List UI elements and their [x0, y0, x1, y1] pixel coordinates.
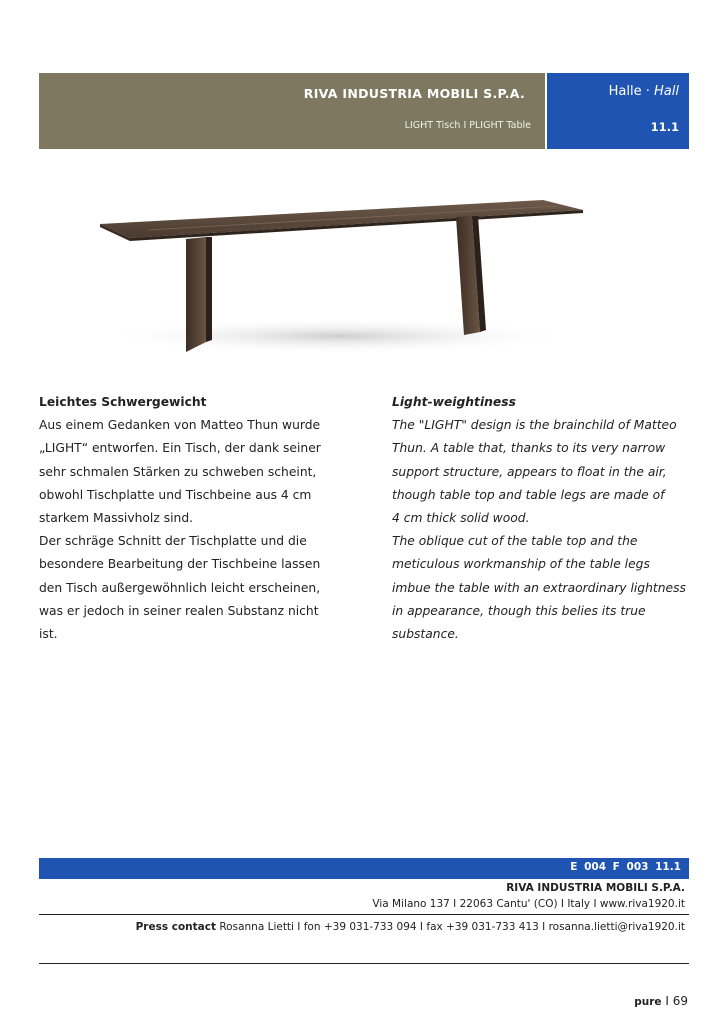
page-number-footer — [634, 994, 688, 1008]
english-line: The oblique cut of the table top and the — [392, 534, 638, 549]
header-subtitle: LIGHT Tisch I PLIGHT Table — [404, 120, 531, 131]
german-heading: Leichtes Schwergewicht — [39, 395, 207, 409]
header-hall-panel — [547, 73, 689, 149]
german-line: den Tisch außergewöhnlich leicht erscheinen, — [39, 580, 321, 595]
hall-label-de: Halle · — [608, 84, 655, 99]
press-contact-label: Press contact — [135, 921, 217, 933]
header-company: RIVA INDUSTRIA MOBILI S.P.A. — [303, 86, 525, 101]
press-contact — [136, 921, 685, 933]
footer-code-bar — [39, 858, 689, 879]
english-line: in appearance, though this belies its true — [392, 603, 646, 618]
english-line: 4 cm thick solid wood. — [392, 511, 530, 526]
english-line: though table top and table legs are made of — [392, 487, 665, 502]
page-number: 69 — [672, 994, 688, 1008]
german-line: was er jedoch in seiner realen Substanz nicht — [39, 603, 319, 618]
table-product-image — [88, 186, 588, 356]
hall-label — [609, 84, 679, 99]
german-description — [39, 391, 359, 646]
footer-codes: E 004 F 003 11.1 — [570, 861, 681, 873]
german-line: besondere Bearbeitung der Tischbeine lassen — [39, 557, 321, 572]
german-line: starkem Massivholz sind. — [39, 511, 194, 526]
german-line: sehr schmalen Stärken zu schweben scheint, — [39, 464, 317, 479]
german-line: „LIGHT“ entworfen. Ein Tisch, der dank seiner — [39, 441, 321, 456]
header-band — [39, 73, 689, 149]
english-line: meticulous workmanship of the table legs — [392, 557, 650, 572]
hall-number: 11.1 — [650, 120, 679, 134]
english-heading: Light-weightiness — [392, 395, 516, 409]
footer-company: RIVA INDUSTRIA MOBILI S.P.A. — [506, 882, 685, 894]
footer-address: Via Milano 137 I 22063 Cantu' (CO) I Italy I www.riva1920.it — [372, 898, 685, 910]
header-olive-panel — [39, 73, 545, 149]
page-separator: I — [661, 994, 673, 1008]
english-line: The "LIGHT" design is the brainchild of Matteo — [392, 418, 677, 433]
german-line: Der schräge Schnitt der Tischplatte und die — [39, 534, 307, 549]
english-line: support structure, appears to float in the air, — [392, 464, 667, 479]
english-description — [392, 391, 712, 646]
hall-label-en: Hall — [654, 84, 679, 99]
english-line: imbue the table with an extraordinary lightness — [392, 580, 686, 595]
footer-divider — [39, 914, 689, 915]
footer-divider — [39, 963, 689, 964]
english-line: Thun. A table that, thanks to its very narrow — [392, 441, 666, 456]
page-word: pure — [634, 996, 662, 1008]
german-line: obwohl Tischplatte und Tischbeine aus 4 cm — [39, 487, 312, 502]
press-contact-details: Rosanna Lietti I fon +39 031-733 094 I fax +39 031-733 413 I rosanna.lietti@riva1920.it — [216, 921, 685, 933]
english-line: substance. — [392, 627, 459, 642]
german-line: ist. — [39, 627, 58, 642]
german-line: Aus einem Gedanken von Matteo Thun wurde — [39, 418, 321, 433]
